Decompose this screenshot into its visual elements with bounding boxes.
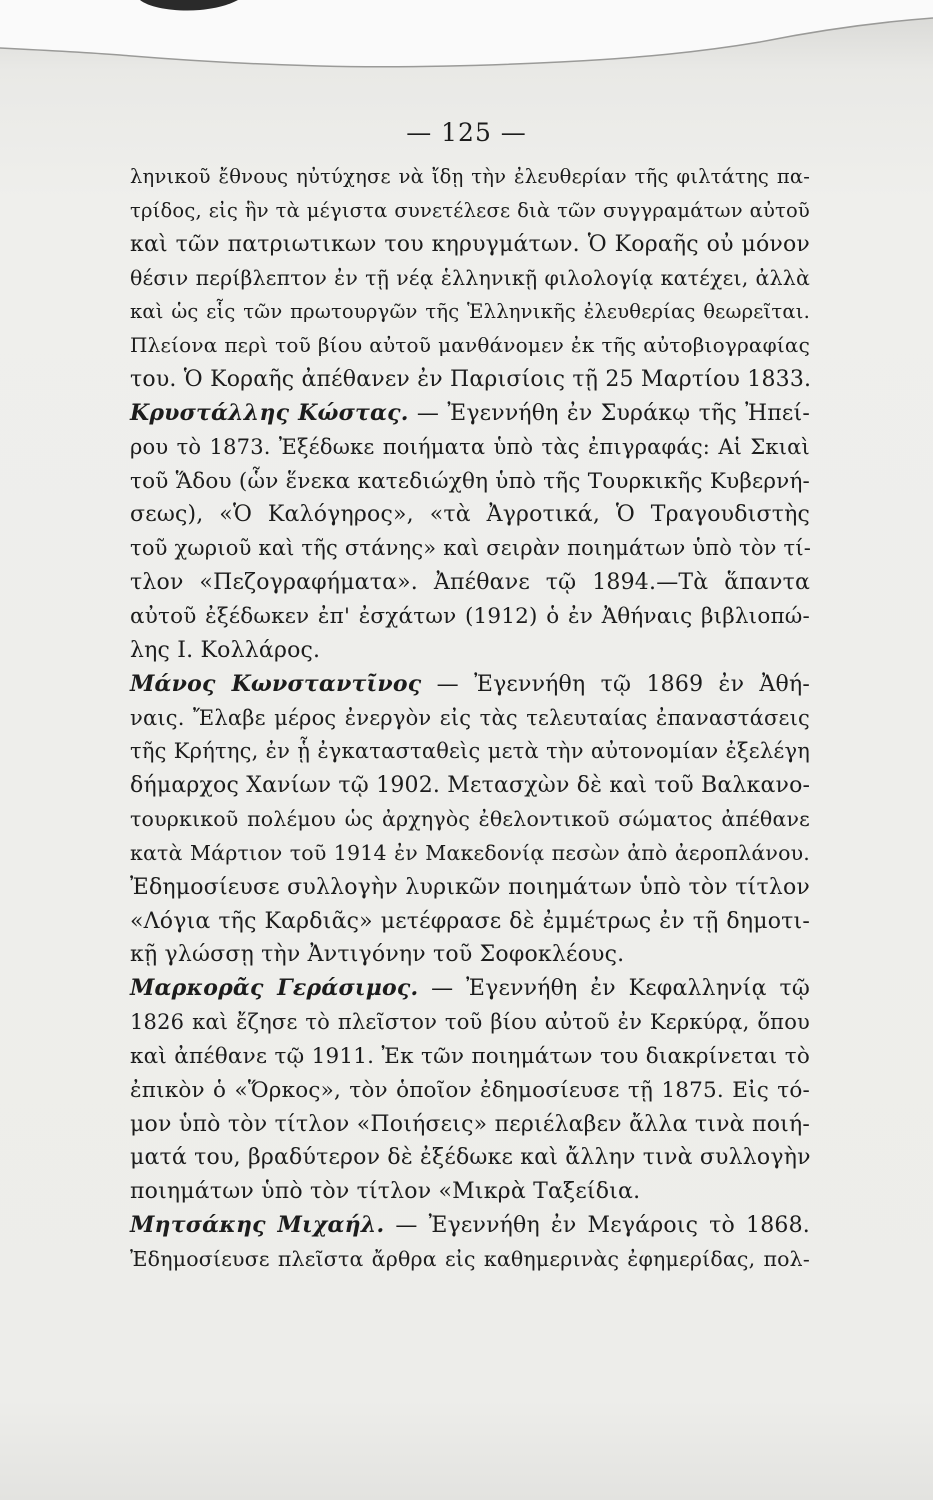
page-number: — 125 —	[406, 118, 527, 147]
line-text: καὶ τῶν πατριωτικων του κηρυγμάτων. Ὁ Κοραῆς οὐ μόνον	[130, 231, 810, 257]
line-text: 1826 καὶ ἔζησε τὸ πλεῖστον τοῦ βίου αὐτοῦ ἐν Κερκύρᾳ, ὅπου	[130, 1010, 810, 1035]
line-text: αὐτοῦ ἐξέδωκεν ἐπ' ἐσχάτων (1912) ὁ ἐν Ἀθήναις βιβλιοπώ-	[130, 603, 810, 629]
text-line	[130, 194, 810, 228]
line-text: τρίδος, εἰς ἣν τὰ μέγιστα συνετέλεσε διὰ τῶν συγγραμάτων αὐτοῦ	[130, 198, 810, 222]
entry-name: Μάνος Κωνσταντῖνος	[130, 670, 422, 697]
entry-heading-line	[130, 668, 810, 702]
line-text: κῇ γλώσσῃ τὴν Ἀντιγόνην τοῦ Σοφοκλέους.	[130, 942, 625, 968]
line-text: τουρκικοῦ πολέμου ὡς ἀρχηγὸς ἐθελοντικοῦ σώματος ἀπέθανε	[130, 807, 810, 832]
text-line	[130, 431, 810, 465]
entry-heading-line	[130, 397, 810, 431]
torn-page-edge	[0, 0, 933, 70]
text-line	[130, 1141, 810, 1175]
text-line	[130, 1006, 810, 1040]
text-line	[130, 905, 810, 939]
line-text: τοῦ Ἅδου (ὧν ἕνεκα κατεδιώχθη ὑπὸ τῆς Τουρκικῆς Κυβερνή-	[130, 468, 810, 494]
line-text: του. Ὁ Κοραῆς ἀπέθανεν ἐν Παρισίοις τῇ 25 Μαρτίου 1833.	[130, 367, 812, 393]
line-text: — Ἐγεννήθη τῷ 1869 ἐν Ἀθή-	[436, 671, 810, 697]
text-line	[130, 769, 810, 803]
line-text: ληνικοῦ ἔθνους ηὐτύχησε νὰ ἴδῃ τὴν ἐλευθερίαν τῆς φιλτάτης πα-	[130, 165, 810, 188]
text-line	[130, 735, 810, 769]
text-line	[130, 566, 810, 600]
text-line	[130, 871, 810, 905]
text-line	[130, 532, 810, 566]
line-text: — Ἐγεννήθη ἐν Μεγάροις τὸ 1868.	[395, 1213, 810, 1239]
text-line	[130, 1243, 810, 1277]
body-text	[130, 160, 810, 1277]
text-line	[130, 634, 810, 668]
line-text: λης Ι. Κολλάρος.	[130, 637, 321, 663]
line-text: δήμαρχος Χανίων τῷ 1902. Μετασχὼν δὲ καὶ τοῦ Βαλκανο-	[130, 773, 811, 799]
line-text: μον ὑπὸ τὸν τίτλον «Ποιήσεις» περιέλαβεν ἄλλα τινὰ ποιή-	[130, 1111, 810, 1137]
text-line	[130, 1074, 810, 1108]
text-line	[130, 938, 810, 972]
line-text: καὶ ἀπέθανε τῷ 1911. Ἐκ τῶν ποιημάτων του διακρίνεται τὸ	[130, 1043, 810, 1069]
line-text: ματά του, βραδύτερον δὲ ἐξέδωκε καὶ ἄλλην τινὰ συλλογὴν	[130, 1145, 811, 1171]
entry-name: Μητσάκης Μιχαήλ.	[130, 1212, 385, 1239]
entry-heading-line	[130, 972, 810, 1006]
text-line	[130, 1040, 810, 1074]
text-line	[130, 498, 810, 532]
line-text: — Ἐγεννήθη ἐν Συράκῳ τῆς Ἠπεί-	[416, 400, 810, 426]
line-text: Πλείονα περὶ τοῦ βίου αὐτοῦ μανθάνομεν ἐκ τῆς αὐτοβιογραφίας	[130, 333, 810, 358]
line-text: ἐπικὸν ὁ «Ὅρκος», τὸν ὁποῖον ἐδημοσίευσε τῇ 1875. Εἰς τό-	[130, 1077, 810, 1103]
line-text: τλον «Πεζογραφήματα». Ἀπέθανε τῷ 1894.—Τὰ ἅπαντα	[130, 570, 810, 596]
text-line	[130, 228, 810, 262]
text-line	[130, 837, 810, 871]
line-text: θέσιν περίβλεπτον ἐν τῇ νέᾳ ἑλληνικῇ φιλολογίᾳ κατέχει, ἀλλὰ	[130, 265, 810, 290]
text-line	[130, 295, 810, 329]
entry-name: Μαρκορᾶς Γεράσιμος.	[130, 975, 419, 1002]
text-line	[130, 1175, 810, 1209]
line-text: «Λόγια τῆς Καρδιᾶς» μετέφρασε δὲ ἐμμέτρως ἐν τῇ δημοτι-	[130, 908, 810, 934]
text-line	[130, 363, 810, 397]
entry-name: Κρυστάλλης Κώστας.	[130, 399, 409, 426]
line-text: Ἐδημοσίευσε πλεῖστα ἄρθρα εἰς καθημερινὰς ἐφημερίδας, πολ-	[130, 1247, 810, 1271]
line-text: ναις. Ἔλαβε μέρος ἐνεργὸν εἰς τὰς τελευταίας ἐπαναστάσεις	[130, 705, 810, 730]
line-text: κατὰ Μάρτιον τοῦ 1914 ἐν Μακεδονίᾳ πεσὼν ἀπὸ ἀεροπλάνου.	[130, 840, 810, 865]
line-text: τοῦ χωριοῦ καὶ τῆς στάνης» καὶ σειρὰν ποιημάτων ὑπὸ τὸν τί-	[130, 536, 812, 561]
text-line	[130, 702, 810, 736]
line-text: ποιημάτων ὑπὸ τὸν τίτλον «Μικρὰ Ταξείδια.	[130, 1179, 641, 1205]
line-text: ρου τὸ 1873. Ἐξέδωκε ποιήματα ὑπὸ τὰς ἐπιγραφάς: Αἱ Σκιαὶ	[130, 434, 810, 459]
entry-heading-line	[130, 1209, 810, 1243]
line-text: σεως), «Ὁ Καλόγηρος», «τὰ Ἀγροτικά, Ὁ Τραγουδιστὴς	[130, 502, 810, 528]
line-text: Ἐδημοσίευσε συλλογὴν λυρικῶν ποιημάτων ὑπὸ τὸν τίτλον	[130, 874, 810, 900]
text-line	[130, 160, 810, 194]
text-line	[130, 262, 810, 296]
text-line	[130, 465, 810, 499]
line-text: — Ἐγεννήθη ἐν Κεφαλληνίᾳ τῷ	[431, 976, 810, 1002]
text-line	[130, 1108, 810, 1142]
text-line	[130, 803, 810, 837]
line-text: καὶ ὡς εἷς τῶν πρωτουργῶν τῆς Ἑλληνικῆς ἐλευθερίας θεωρεῖται.	[130, 300, 810, 324]
text-line	[130, 600, 810, 634]
line-text: τῆς Κρήτης, ἐν ᾗ ἐγκατασταθεὶς μετὰ τὴν αὐτονομίαν ἐξελέγη	[130, 739, 810, 764]
text-line	[130, 329, 810, 363]
